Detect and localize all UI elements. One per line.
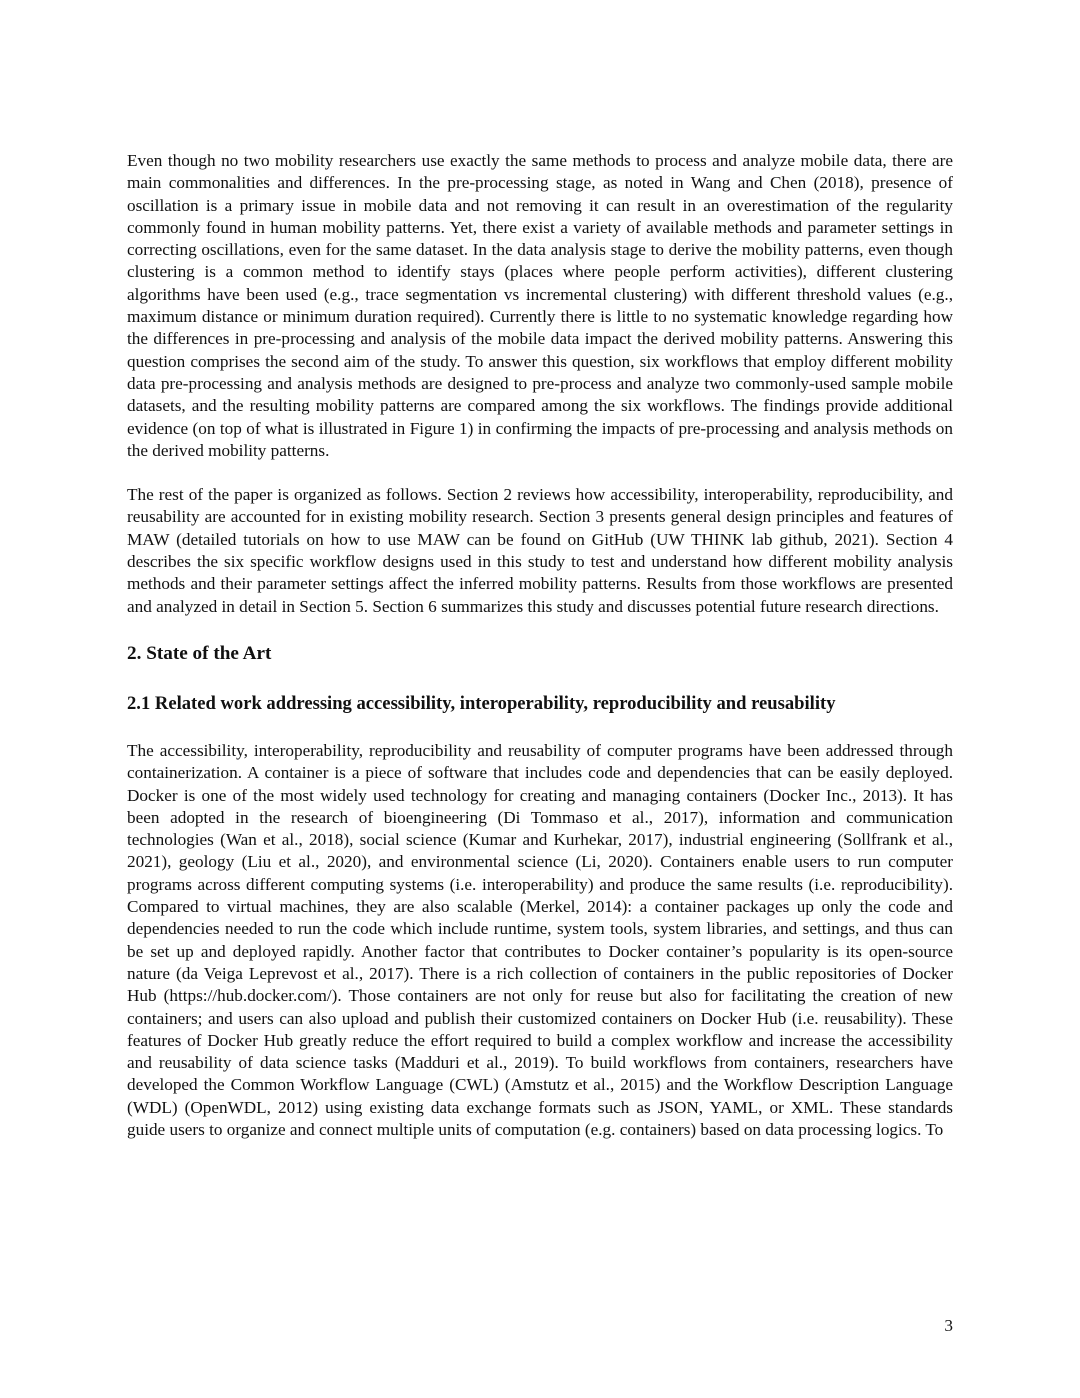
page-body (127, 150, 953, 1141)
paragraph-paper-organization: The rest of the paper is organized as follows. Section 2 reviews how accessibility, interoperability, reproducibility, and reusability are accounted for in existing mobility research. Section 3 presents general design principles and features of MAW (detailed tutorials on how to use MAW can be found on GitHub (UW THINK lab github, 2021). Section 4 describes the six specific workflow designs used in this study to test and understand how different mobility analysis methods and their parameter settings affect the inferred mobility patterns. Results from those workflows are presented and analyzed in detail in Section 5. Section 6 summarizes this study and discusses potential future research directions. (127, 485, 953, 616)
page-number: 3 (944, 1316, 953, 1335)
paragraph-containerization: The accessibility, interoperability, reproducibility and reusability of computer programs have been addressed through containerization. A container is a piece of software that includes code and dependencies that can be easily deployed. Docker is one of the most widely used technology for creating and managing containers (Docker Inc., 2013). It has been adopted in the research of bioengineering (Di Tommaso et al., 2017), information and communication technologies (Wan et al., 2018), social science (Kumar and Kurhekar, 2017), industrial engineering (Sollfrank et al., 2021), geology (Liu et al., 2020), and environmental science (Li, 2020). Containers enable users to run computer programs across different computing systems (i.e. interoperability) and produce the same results (i.e. reproducibility). Compared to virtual machines, they are also scalable (Merkel, 2014): a container packages up only the code and dependencies needed to run the code which include runtime, system tools, system libraries, and settings, and thus can be set up and deployed rapidly. Another factor that contributes to Docker container’s popularity is its open-source nature (da Veiga Leprevost et al., 2017). There is a rich collection of containers in the public repositories of Docker Hub (https://hub.docker.com/). Those containers are not only for reuse but also for facilitating the creation of new containers; and users can also upload and publish their customized containers on Docker Hub (i.e. reusability). These features of Docker Hub greatly reduce the effort required to build a complex workflow and increase the accessibility and reusability of data science tasks (Madduri et al., 2019). To build workflows from containers, researchers have developed the Common Workflow Language (CWL) (Amstutz et al., 2015) and the Workflow Description Language (WDL) (OpenWDL, 2012) using existing data exchange formats such as JSON, YAML, or XML. These standards guide users to organize and connect multiple units of computation (e.g. containers) based on data processing logics. To (127, 740, 953, 1139)
section-heading: 2. State of the Art (127, 642, 272, 664)
subsection-heading: 2.1 Related work addressing accessibility, interoperability, reproducibility and reusability (127, 692, 836, 714)
paragraph-mobility-differences: Even though no two mobility researchers use exactly the same methods to process and analyze mobile data, there are main commonalities and differences. In the pre-processing stage, as noted in Wang and Chen (2018), presence of oscillation is a primary issue in mobile data and not removing it can result in an overestimation of the regularity commonly found in human mobility patterns. Yet, there exist a variety of available methods and parameter settings in correcting oscillations, even for the same dataset. In the data analysis stage to derive the mobility patterns, even though clustering is a common method to identify stays (places where people perform activities), different clustering algorithms have been used (e.g., trace segmentation vs incremental clustering) with different threshold values (e.g., maximum distance or minimum duration required). Currently there is little to no systematic knowledge regarding how the differences in pre-processing and analysis of the mobile data impact the derived mobility patterns. Answering this question comprises the second aim of the study. To answer this question, six workflows that employ different mobility data pre-processing and analysis methods are designed to pre-process and analyze two commonly-used sample mobile datasets, and the resulting mobility patterns are compared among the six workflows. The findings provide additional evidence (on top of what is illustrated in Figure 1) in confirming the impacts of pre-processing and analysis methods on the derived mobility patterns. (127, 151, 953, 460)
